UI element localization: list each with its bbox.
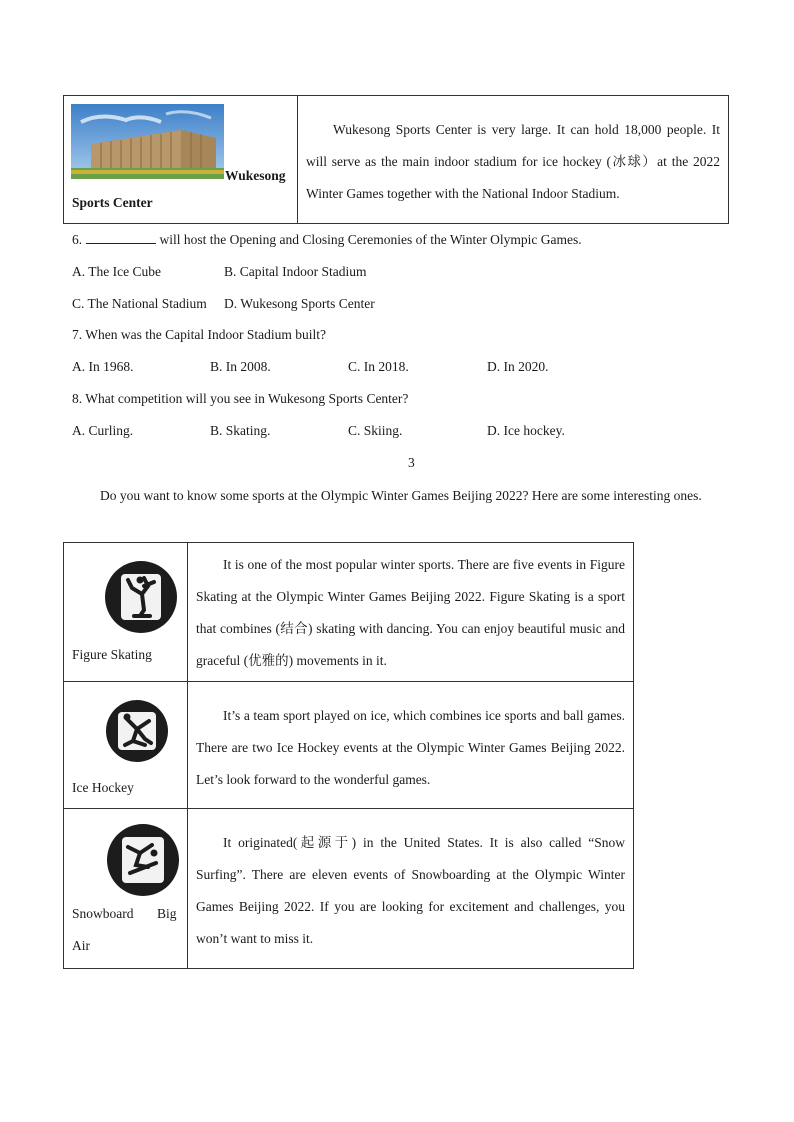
sport-row-snowboard-big-air <box>64 809 634 969</box>
sport-description: It is one of the most popular winter sports. There are five events in Figure Skating at the Olympic Winter Games Beijing 2022. Figure Skating is a sport that combines (结合) skating with dancing. You can enjoy beautiful music and graceful (优雅的) movements in it. <box>188 543 634 682</box>
option: C. In 2018. <box>348 359 409 374</box>
question-8 <box>72 391 408 407</box>
figure-skating-icon <box>104 560 178 634</box>
question-stem: When was the Capital Indoor Stadium built? <box>85 327 326 342</box>
option: B. In 2008. <box>210 359 271 374</box>
section-number: 3 <box>408 455 415 470</box>
sport-name-line3: Air <box>72 938 90 953</box>
question-stem: What competition will you see in Wukesong Sports Center? <box>85 391 409 406</box>
sport-description: It originated(起源于) in the United States. It is also called “Snow Surfing”. There are eleven events of Snowboarding at the Olympic Winter Games Beijing 2022. If you are looking for excitement and challenges, you won’t want to miss it. <box>188 809 634 969</box>
venue-caption-line1: Wukesong <box>225 168 286 183</box>
sport-name: Ice Hockey <box>72 780 134 795</box>
option: D. Wukesong Sports Center <box>224 296 375 311</box>
option: B. Capital Indoor Stadium <box>224 264 367 279</box>
sport-icon-cell <box>64 682 188 809</box>
venue-table <box>63 95 729 224</box>
option: D. In 2020. <box>487 359 549 374</box>
venue-caption-line2: Sports Center <box>72 195 153 210</box>
venue-image-cell <box>64 96 298 224</box>
sport-description: It’s a team sport played on ice, which combines ice sports and ball games. There are two Ice Hockey events at the Olympic Winter Games Beijing 2022. Let’s look forward to the wonderful games. <box>188 682 634 809</box>
sports-table <box>63 542 634 969</box>
option: A. In 1968. <box>72 359 134 374</box>
snowboard-big-air-icon <box>106 823 180 897</box>
question-number: 6. <box>72 232 83 247</box>
sport-name: Figure Skating <box>72 647 152 662</box>
option: A. The Ice Cube <box>72 264 161 279</box>
sport-row-ice-hockey <box>64 682 634 809</box>
sport-icon-cell <box>64 809 188 969</box>
wukesong-photo <box>71 104 224 179</box>
question-stem: will host the Opening and Closing Ceremonies of the Winter Olympic Games. <box>159 232 582 247</box>
sport-icon-cell <box>64 543 188 682</box>
ice-hockey-icon <box>105 699 169 763</box>
sport-row-figure-skating <box>64 543 634 682</box>
sport-name-line1: Snowboard <box>72 906 134 921</box>
sport-name-line2: Big <box>157 906 177 921</box>
option: A. Curling. <box>72 423 134 438</box>
question-6 <box>72 232 582 248</box>
answer-blank <box>86 233 156 244</box>
intro-paragraph: Do you want to know some sports at the Olympic Winter Games Beijing 2022? Here are some interesting ones. <box>100 488 702 503</box>
option: C. The National Stadium <box>72 296 207 311</box>
venue-description: Wukesong Sports Center is very large. It can hold 18,000 people. It will serve as the main indoor stadium for ice hockey (冰球）at the 2022 Winter Games together with the National Indoor Stadium. <box>298 96 729 224</box>
question-number: 8. <box>72 391 83 406</box>
option: C. Skiing. <box>348 423 403 438</box>
question-number: 7. <box>72 327 83 342</box>
question-7 <box>72 327 326 343</box>
option: B. Skating. <box>210 423 271 438</box>
option: D. Ice hockey. <box>487 423 565 438</box>
